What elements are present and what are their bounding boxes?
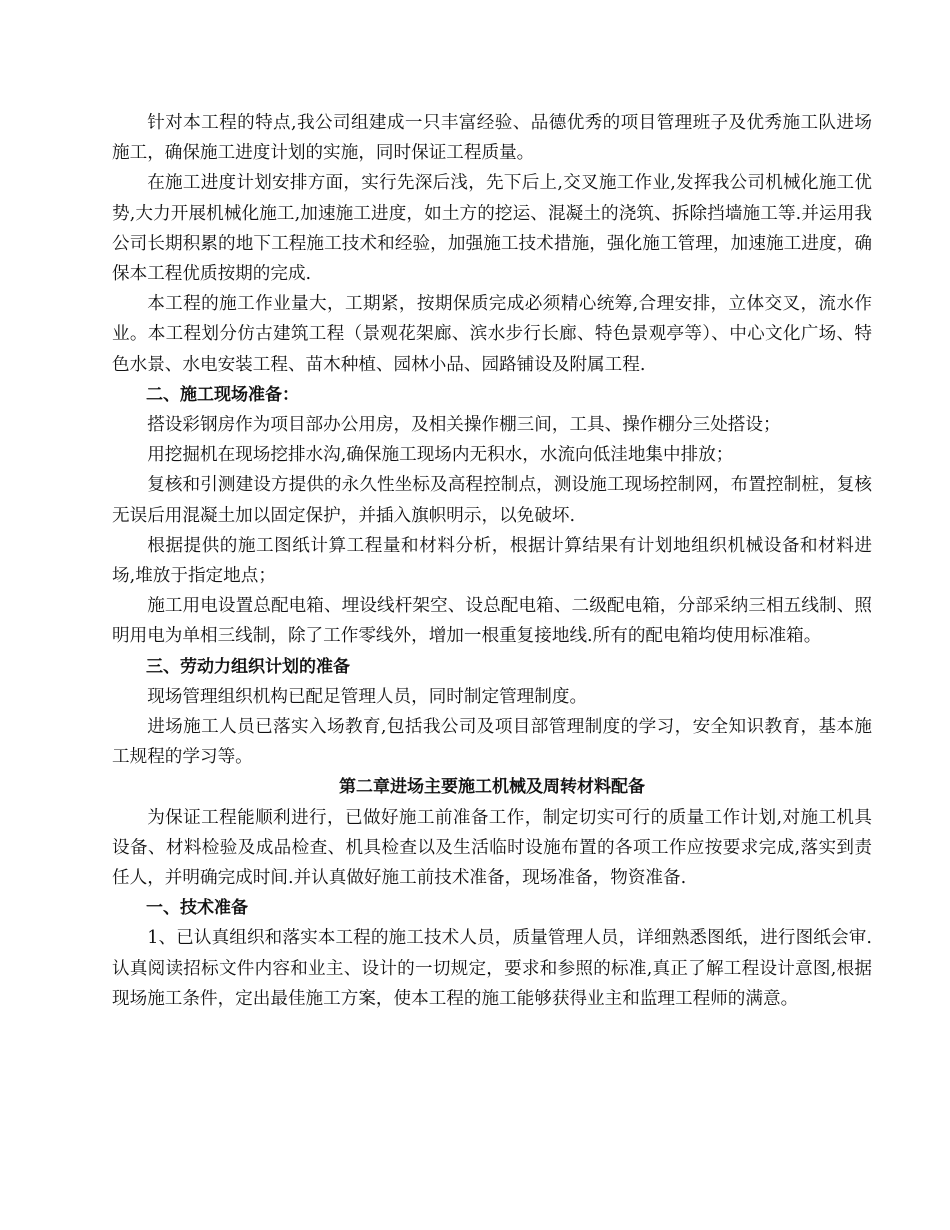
paragraph-quality-plan: 为保证工程能顺利进行，已做好施工前准备工作，制定切实可行的质量工作计划,对施工机具设备、材料检验及成品检查、机具检查以及生活临时设施布置的各项工作应按要求完成,落实到责任人，并明确完成时间.并认真做好施工前技术准备，现场准备，物资准备. — [112, 807, 872, 889]
chapter-title: 第二章进场主要施工机械及周转材料配备 — [339, 777, 645, 798]
paragraph-project-team: 针对本工程的特点,我公司组建成一只丰富经验、品德优秀的项目管理班子及优秀施工队进场施工，确保施工进度计划的实施，同时保证工程质量。 — [112, 113, 872, 164]
paragraph-materials: 根据提供的施工图纸计算工程量和材料分析，根据计算结果有计划地组织机械设备和材料进场,堆放于指定地点； — [112, 535, 872, 587]
paragraph-education: 进场施工人员已落实入场教育,包括我公司及项目部管理制度的学习，安全知识教育，基本施工规程的学习等。 — [112, 717, 872, 768]
section-heading-labor: 三、劳动力组织计划的准备 — [146, 656, 350, 677]
paragraph-office-shed: 搭设彩钢房作为项目部办公用房，及相关操作棚三间，工具、操作棚分三处搭设； — [147, 415, 781, 436]
section-heading-technical: 一、技术准备 — [146, 898, 248, 919]
paragraph-management: 现场管理组织机构已配足管理人员，同时制定管理制度。 — [147, 686, 588, 707]
paragraph-electricity: 施工用电设置总配电箱、埋设线杆架空、设总配电箱、二级配电箱，分部采纳三相五线制、照明用电为单相三线制，除了工作零线外，增加一根重复接地线.所有的配电箱均使用标准箱。 — [112, 596, 872, 647]
paragraph-workload: 本工程的施工作业量大，工期紧，按期保质完成必须精心统筹,合理安排，立体交叉，流水作业。本工程划分仿古建筑工程（景观花架廊、滨水步行长廊、特色景观亭等）、中心文化广场、特色水景、水电安装工程、苗木种植、园林小品、园路铺设及附属工程. — [112, 294, 872, 375]
section-heading-site-preparation: 二、施工现场准备： — [146, 384, 299, 405]
document-page — [112, 108, 872, 1014]
paragraph-drainage: 用挖掘机在现场挖排水沟,确保施工现场内无积水，水流向低洼地集中排放； — [147, 445, 734, 466]
paragraph-technical-staff: 1、已认真组织和落实本工程的施工技术人员，质量管理人员，详细熟悉图纸，进行图纸会审.认真阅读招标文件内容和业主、设计的一切规定，要求和参照的标准,真正了解工程设计意图,根据现场施工条件，定出最佳施工方案，使本工程的施工能够获得业主和监理工程师的满意。 — [112, 928, 872, 1009]
paragraph-schedule-arrangement: 在施工进度计划安排方面，实行先深后浅，先下后上,交叉施工作业,发挥我公司机械化施工优势,大力开展机械化施工,加速施工进度，如土方的挖运、混凝土的浇筑、拆除挡墙施工等.并运用我公司长期积累的地下工程施工技术和经验，加强施工技术措施，强化施工管理，加速施工进度，确保本工程优质按期的完成. — [112, 173, 872, 285]
paragraph-survey-control: 复核和引测建设方提供的永久性坐标及高程控制点，测设施工现场控制网，布置控制桩，复核无误后用混凝土加以固定保护，并插入旗帜明示，以免破坏. — [112, 475, 872, 526]
